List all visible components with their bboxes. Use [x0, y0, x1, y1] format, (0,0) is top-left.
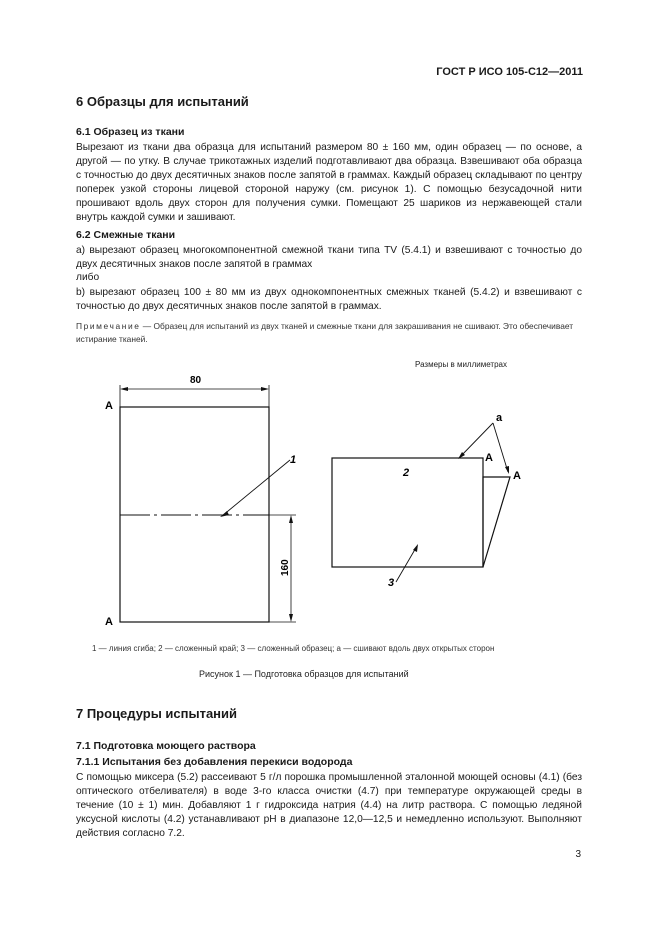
section-6-2-item-a — [76, 244, 582, 272]
width-arrow-right — [261, 387, 269, 391]
corner-a-folded-1: A — [485, 452, 493, 464]
page-number: 3 — [575, 849, 581, 860]
figure-caption: Рисунок 1 — Подготовка образцов для испытаний — [199, 669, 409, 679]
figure-legend: 1 — линия сгиба; 2 — сложенный край; 3 — сложенный образец; а — сшивают вдоль двух открытых сторон — [92, 644, 495, 653]
section-7-1-1-heading: 7.1.1 Испытания без добавления перекиси водорода — [76, 756, 353, 768]
section-7-1-1-paragraph — [76, 771, 582, 841]
leader-line-1 — [222, 460, 290, 516]
dimensions-note: Размеры в миллиметрах — [415, 360, 507, 369]
section-6-1-paragraph — [76, 141, 582, 225]
section-7-1-1-text: С помощью миксера (5.2) рассеивают 5 г/л порошка промышленной эталонной моющей основы (4.1) (без оптического отбеливателя) в воде 3-го класса очистки (4.7) при температуре окружающей среды в течение (10 ± 1) мин. Добавляют 1 г гидроксида натрия (4.4) на литр раствора. С помощью ледяной уксусной кислоты (4.2) устанавливают pH в диапазоне 12,0—12,5 и немедленно используют. Выполняют действия согласно 7.2. — [76, 772, 582, 839]
either-or-word: либо — [76, 272, 100, 283]
item-a-text: а) вырезают образец многокомпонентной смежной ткани типа TV (5.4.1) и взвешивают с точностью до двух десятичных знаков после запятой в граммах — [76, 245, 582, 270]
height-label: 160 — [280, 559, 291, 576]
leader-arrow-a-2 — [505, 466, 509, 474]
label-a: a — [496, 412, 503, 424]
corner-a-top: A — [105, 400, 113, 412]
section-7-heading: 7 Процедуры испытаний — [76, 706, 238, 721]
section-6-1-heading: 6.1 Образец из ткани — [76, 126, 185, 138]
label-3: 3 — [388, 577, 395, 589]
label-1: 1 — [290, 454, 297, 466]
folded-edge-shape — [483, 477, 510, 567]
leader-line-a-2 — [493, 423, 508, 472]
width-label: 80 — [190, 375, 202, 386]
corner-a-bottom: A — [105, 616, 113, 628]
corner-a-folded-2: A — [513, 470, 521, 482]
height-arrow-bottom — [289, 614, 293, 622]
leader-line-3 — [396, 546, 417, 582]
item-b-text: b) вырезают образец 100 ± 80 мм из двух однокомпонентных смежных тканей (5.4.2) и взвешивают с точностью до двух десятичных знаков после запятой в граммах. — [76, 287, 582, 312]
section-7-1-heading: 7.1 Подготовка моющего раствора — [76, 740, 256, 752]
note-block — [76, 320, 582, 346]
width-arrow-left — [120, 387, 128, 391]
height-arrow-top — [289, 515, 293, 523]
section-6-2-heading: 6.2 Смежные ткани — [76, 229, 176, 241]
standard-header: ГОСТ Р ИСО 105-C12—2011 — [436, 66, 583, 78]
section-6-1-text: Вырезают из ткани два образца для испытаний размером 80 ± 160 мм, один образец — по основе, а другой — по утку. В случае трикотажных изделий подготавливают два образца. Взвешивают оба образца с точностью до двух десятичных знаков после запятой в граммах. Каждый образец складывают по центру поперек узкой стороны лицевой стороной наружу (см. рисунок 1). С помощью безусадочной нити прошивают вдоль двух сторон для получения сумки. Помещают 25 шариков из нержавеющей стали внутрь каждой сумки и зашивают. — [76, 142, 582, 223]
note-text: — Образец для испытаний из двух тканей и смежные ткани для закрашивания не сшивают. Это обеспечивает истирание тканей. — [76, 321, 574, 344]
section-6-heading: 6 Образцы для испытаний — [76, 94, 249, 109]
note-label: Примечание — [76, 321, 141, 331]
label-2: 2 — [403, 467, 410, 479]
section-6-2-item-b — [76, 286, 582, 314]
figure-1-drawing — [0, 350, 661, 650]
